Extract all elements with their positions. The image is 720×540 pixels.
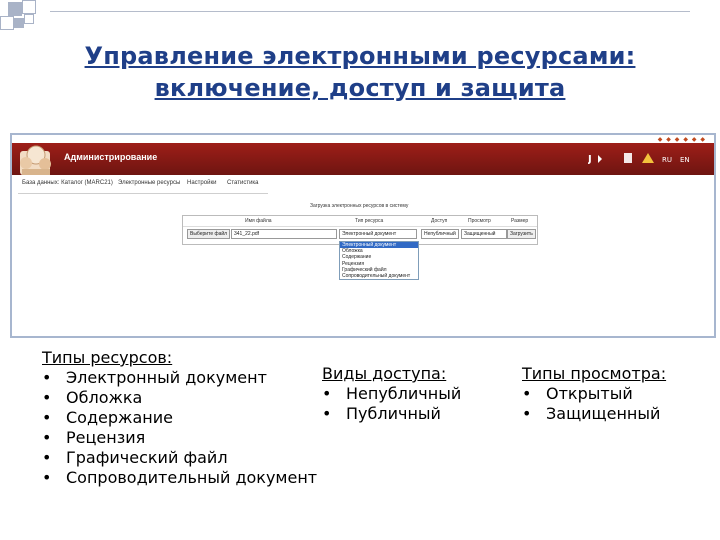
col-header-view: Просмотр — [468, 218, 491, 224]
app-title: Администрирование — [64, 152, 158, 162]
nav-statistics[interactable]: Статистика — [227, 180, 259, 186]
file-name-field[interactable]: 341_22.pdf — [231, 229, 337, 239]
svg-text:EN: EN — [680, 156, 690, 164]
col-header-type: Тип ресурса — [355, 218, 384, 224]
window-controls-icon[interactable]: ◆ ◆ ◆ ◆ ◆ ◆ — [657, 136, 706, 143]
list-item: • Защищенный — [522, 404, 712, 424]
app-header — [12, 143, 714, 175]
nav-electronic-resources[interactable]: Электронные ресурсы — [118, 180, 181, 186]
embedded-screenshot — [10, 133, 716, 338]
dropdown-option[interactable]: Рецензия — [342, 260, 365, 267]
col-header-access: Доступ — [431, 218, 448, 224]
view-select[interactable]: Защищенный — [461, 229, 507, 239]
svg-text:J: J — [588, 154, 592, 165]
dropdown-option[interactable]: Графический файл — [342, 266, 387, 273]
dropdown-option[interactable]: Электронный документ — [340, 242, 418, 248]
svg-text:RU: RU — [662, 156, 672, 164]
list-item: • Открытый — [522, 384, 712, 404]
view-types-heading: Типы просмотра: — [522, 364, 667, 383]
list-item: • Сопроводительный документ — [42, 468, 352, 488]
access-types-block — [322, 364, 522, 424]
resource-types-block — [42, 348, 352, 488]
slide-decoration — [0, 0, 50, 40]
nav-settings[interactable]: Настройки — [187, 180, 217, 186]
resource-type-dropdown[interactable] — [339, 241, 419, 280]
dropdown-option[interactable]: Содержание — [342, 254, 372, 261]
access-select[interactable]: Непубличный — [421, 229, 459, 239]
dropdown-option[interactable]: Обложка — [342, 248, 363, 255]
choose-file-button[interactable]: Выберите файл — [187, 229, 230, 239]
resource-types-heading: Типы ресурсов: — [42, 348, 173, 367]
access-types-heading: Виды доступа: — [322, 364, 447, 383]
logo-icon — [16, 141, 58, 179]
header-icons — [588, 149, 708, 169]
list-item: • Электронный документ — [42, 368, 352, 388]
list-item: • Графический файл — [42, 448, 352, 468]
list-item: • Обложка — [42, 388, 352, 408]
nav-divider — [18, 193, 268, 194]
table-row — [183, 226, 537, 241]
list-item: • Рецензия — [42, 428, 352, 448]
dropdown-option[interactable]: Сопроводительный документ — [342, 272, 411, 279]
upload-button[interactable]: Загрузить — [507, 229, 536, 239]
slide-title-line-1: Управление электронными ресурсами: — [84, 42, 636, 70]
upload-section-title: Загрузка электронных ресурсов в систему — [310, 203, 409, 209]
view-types-block — [522, 364, 712, 424]
col-header-filename: Имя файла — [245, 218, 272, 224]
decorative-rule — [50, 11, 690, 12]
resource-type-select[interactable]: Электронный документ — [339, 229, 417, 239]
slide-title-line-2: включение, доступ и защита — [154, 74, 566, 102]
list-item: • Публичный — [322, 404, 522, 424]
list-item: • Непубличный — [322, 384, 522, 404]
list-item: • Содержание — [42, 408, 352, 428]
col-header-size: Размер — [511, 218, 529, 224]
nav-database[interactable]: База данных: Каталог (MARC21) — [22, 180, 113, 186]
slide-title — [40, 40, 680, 104]
